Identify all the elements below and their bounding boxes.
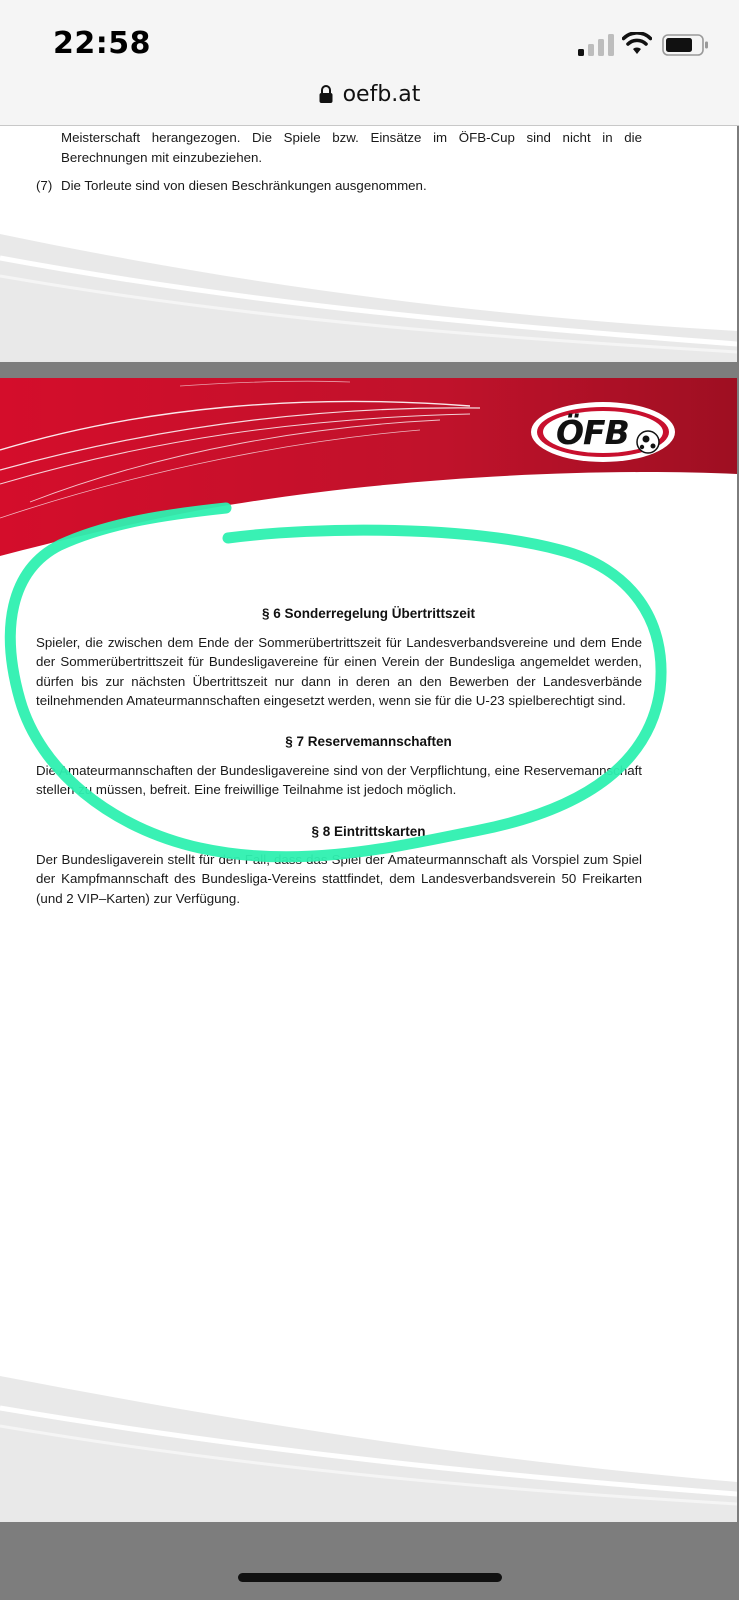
oefb-logo-text: ÖFB (556, 413, 629, 452)
section-8-heading: § 8 Eintrittskarten (311, 824, 426, 839)
page1-line-b: Berechnungen mit einzubeziehen. (61, 150, 263, 165)
page1-line-a: Meisterschaft herangezogen. Die Spiele bzw. Einsätze im ÖFB-Cup sind nicht in die (61, 130, 642, 145)
url-text: oefb.at (342, 81, 421, 107)
page-footer-swoosh (0, 126, 737, 362)
item-7-number: (7) (36, 178, 53, 193)
browser-top-bar (0, 0, 739, 126)
section-7-body: Die Amateurmannschaften der Bundesligavereine sind von der Verpflichtung, eine Reservemannschaft stellen zu müssen, befreit. Eine freiwillige Teilnahme ist jedoch möglich. (36, 763, 642, 798)
home-indicator[interactable] (238, 1573, 502, 1582)
battery-icon (662, 34, 710, 56)
address-bar[interactable] (0, 78, 739, 110)
page-footer-swoosh (0, 1372, 737, 1522)
cellular-signal-icon (578, 34, 614, 56)
wifi-icon (622, 32, 652, 56)
section-8-body: Der Bundesligaverein stellt für den Fall, dass das Spiel der Amateurmannschaft als Vorspiel zum Spiel der Kampfmannschaft des Bundesliga-Vereins stattfindet, dem Landesverbandsverein 50 Freikarten (und 2 VIP–Karten) zur Verfügung. (36, 852, 642, 906)
item-7-text: Die Torleute sind von diesen Beschränkungen ausgenommen. (61, 178, 427, 193)
status-time: 22:58 (53, 26, 151, 61)
section-7-heading: § 7 Reservemannschaften (285, 734, 452, 749)
lock-icon (319, 85, 333, 103)
pdf-page-previous (0, 126, 737, 362)
section-6-heading: § 6 Sonderregelung Übertrittszeit (261, 606, 476, 621)
section-6-body: Spieler, die zwischen dem Ende der Sommerübertrittszeit für Landesverbandsvereine und dem Ende der Sommerübertrittszeit für Bundesligavereine für einen Verein der Bundesliga angemeldet werden, dürfen bis zur nächsten Übertrittszeit nur dann in deren an den Bewerben der Landesverbände teilnehmenden Amateurmannschaften eingesetzt werden, wenn sie für die U-23 spielberechtigt sind. (36, 635, 642, 709)
pdf-page-current (0, 378, 737, 1522)
pdf-viewer[interactable] (0, 126, 739, 1600)
